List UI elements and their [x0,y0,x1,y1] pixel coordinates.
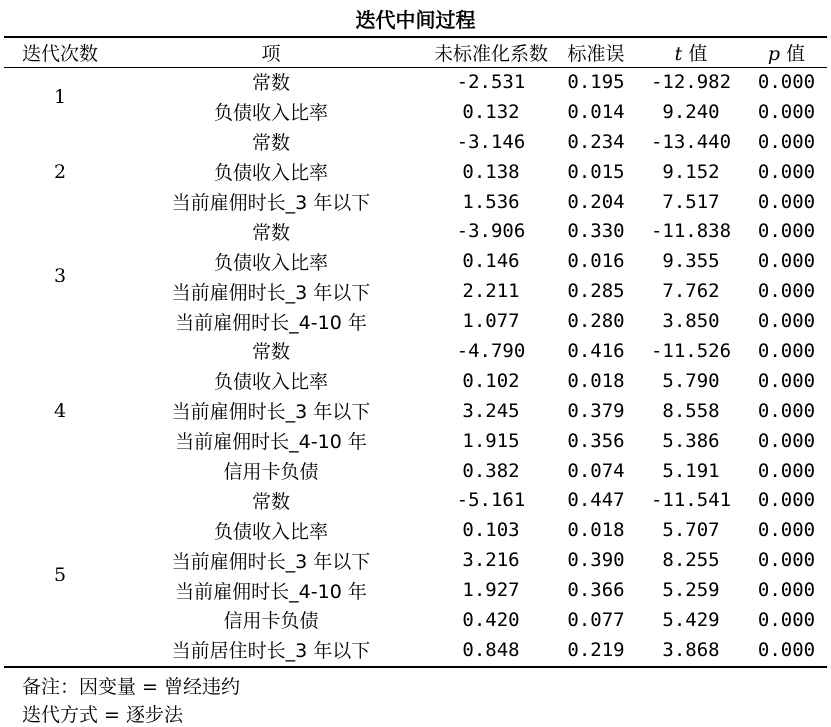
table-row [4,605,827,635]
term-cell: 信用卡负债 [223,461,319,484]
se-cell: 0.447 [567,489,625,512]
se-cell: 0.416 [567,339,625,362]
table-row [4,396,827,426]
coef-cell: 3.245 [462,399,520,422]
p-value-cell: 0.000 [757,280,816,303]
term-cell: 当前雇佣时长_3 年以下 [171,192,371,214]
header-row [4,37,827,67]
p-value-cell: 0.000 [757,130,816,153]
se-cell: 0.077 [567,608,625,631]
t-value-cell: 7.517 [662,190,720,213]
term-cell: 负债收入比率 [213,251,328,274]
se-cell: 0.015 [567,160,625,183]
se-cell: 0.014 [567,100,625,123]
table-row [4,635,827,665]
p-value-cell: 0.000 [757,519,816,542]
t-value-cell: 5.790 [662,369,720,392]
header-p-label: 值 [780,42,806,65]
coef-cell: -4.790 [456,339,526,362]
term-cell: 常数 [251,490,290,513]
t-value-cell: -11.541 [650,489,732,512]
coef-cell: 0.382 [462,459,520,482]
t-value-cell: 9.152 [662,160,720,183]
iteration-cell: 5 [53,564,67,587]
t-value-cell: 5.259 [662,579,720,602]
table-row [4,485,827,515]
header-t-label: 值 [682,42,708,65]
header-p-symbol: p [767,42,781,65]
se-cell: 0.016 [567,250,625,273]
table-row [4,216,827,246]
p-value-cell: 0.000 [757,250,816,273]
table-row [4,187,827,217]
iteration-cell: 3 [53,265,67,288]
header-se: 标准误 [567,42,625,65]
iteration-cell: 1 [53,85,67,108]
table-row [4,575,827,605]
table-row [4,276,827,306]
se-cell: 0.195 [567,70,625,93]
p-value-cell: 0.000 [757,310,816,333]
header-term: 项 [261,42,281,65]
term-cell: 当前雇佣时长_3 年以下 [171,401,371,424]
coef-cell: 0.132 [462,100,520,123]
p-value-cell: 0.000 [757,549,816,572]
se-cell: 0.280 [567,310,625,333]
coef-cell: 0.420 [462,608,520,631]
p-value-cell: 0.000 [757,100,816,123]
se-cell: 0.285 [567,280,625,303]
t-value-cell: -12.982 [650,70,732,93]
se-cell: 0.379 [567,399,625,422]
p-value-cell: 0.000 [757,70,816,93]
term-cell: 当前雇佣时长_4-10 年 [175,580,367,603]
table-body [4,67,827,665]
table-row [4,456,827,486]
iteration-cell: 4 [53,399,67,422]
note-method: 迭代方式 = 逐步法 [22,704,183,726]
coef-cell: 2.211 [462,280,520,303]
coef-cell: 0.848 [462,638,520,661]
p-value-cell: 0.000 [757,429,816,452]
table-row [4,157,827,187]
header-coef: 未标准化系数 [433,42,548,65]
p-value-cell: 0.000 [757,489,816,512]
t-value-cell: 9.355 [662,250,720,273]
coef-cell: 1.077 [462,310,520,333]
term-cell: 负债收入比率 [213,520,328,543]
term-cell: 负债收入比率 [213,162,328,185]
term-cell: 当前雇佣时长_4-10 年 [175,431,367,454]
se-cell: 0.219 [567,638,625,661]
term-cell: 当前雇佣时长_4-10 年 [175,311,367,334]
term-cell: 当前居住时长_3 年以下 [171,640,371,663]
p-value-cell: 0.000 [757,339,816,362]
p-value-cell: 0.000 [757,220,816,243]
term-cell: 常数 [251,341,290,364]
se-cell: 0.204 [567,190,625,213]
coef-cell: 1.927 [462,579,520,602]
iteration-table [4,37,827,665]
coef-cell: 0.138 [462,160,520,183]
se-cell: 0.390 [567,549,625,572]
header-t [636,37,746,67]
t-value-cell: -11.526 [650,339,732,362]
se-cell: 0.366 [567,579,625,602]
t-value-cell: 5.191 [662,459,720,482]
table-row [4,127,827,157]
se-cell: 0.356 [567,429,625,452]
p-value-cell: 0.000 [757,608,816,631]
coef-cell: 1.915 [462,429,520,452]
se-cell: 0.018 [567,519,625,542]
table-row [4,366,827,396]
header-iteration: 迭代次数 [21,42,98,65]
term-cell: 负债收入比率 [213,371,328,394]
t-value-cell: 8.558 [662,399,720,422]
coef-cell: 3.216 [462,549,520,572]
term-cell: 常数 [251,221,290,244]
term-cell: 当前雇佣时长_3 年以下 [171,281,371,304]
term-cell: 负债收入比率 [213,102,328,125]
table-row [4,97,827,127]
se-cell: 0.234 [567,130,625,153]
t-value-cell: -11.838 [650,220,732,243]
se-cell: 0.330 [567,220,625,243]
coef-cell: 0.103 [462,519,520,542]
p-value-cell: 0.000 [757,399,816,422]
p-value-cell: 0.000 [757,638,816,661]
t-value-cell: 3.850 [662,310,720,333]
p-value-cell: 0.000 [757,459,816,482]
header-p [746,37,827,67]
term-cell: 信用卡负债 [223,610,319,633]
table-title: 迭代中间过程 [355,8,476,32]
t-value-cell: -13.440 [650,130,732,153]
term-cell: 常数 [251,72,290,95]
term-cell: 常数 [251,132,290,155]
note-dependent-variable: 备注：因变量 = 曾经违约 [22,676,240,698]
t-value-cell: 5.429 [662,608,720,631]
table-row [4,426,827,456]
bottom-rule [4,666,827,668]
table-row [4,336,827,366]
coef-cell: 1.536 [462,190,520,213]
t-value-cell: 8.255 [662,549,720,572]
se-cell: 0.074 [567,459,625,482]
t-value-cell: 3.868 [662,638,720,661]
t-value-cell: 5.707 [662,519,720,542]
table-row [4,545,827,575]
iteration-cell: 2 [53,160,67,183]
coef-cell: 0.102 [462,369,520,392]
p-value-cell: 0.000 [757,160,816,183]
header-t-symbol: t [674,42,683,65]
coef-cell: -3.146 [456,130,526,153]
table-row [4,246,827,276]
t-value-cell: 7.762 [662,280,720,303]
table-row [4,515,827,545]
coef-cell: -2.531 [456,70,526,93]
t-value-cell: 9.240 [662,100,720,123]
t-value-cell: 5.386 [662,429,720,452]
p-value-cell: 0.000 [757,190,816,213]
p-value-cell: 0.000 [757,579,816,602]
table-row [4,67,827,97]
coef-cell: 0.146 [462,250,520,273]
se-cell: 0.018 [567,369,625,392]
table-row [4,306,827,336]
p-value-cell: 0.000 [757,369,816,392]
coef-cell: -5.161 [456,489,526,512]
coef-cell: -3.906 [456,220,526,243]
term-cell: 当前雇佣时长_3 年以下 [171,550,371,573]
